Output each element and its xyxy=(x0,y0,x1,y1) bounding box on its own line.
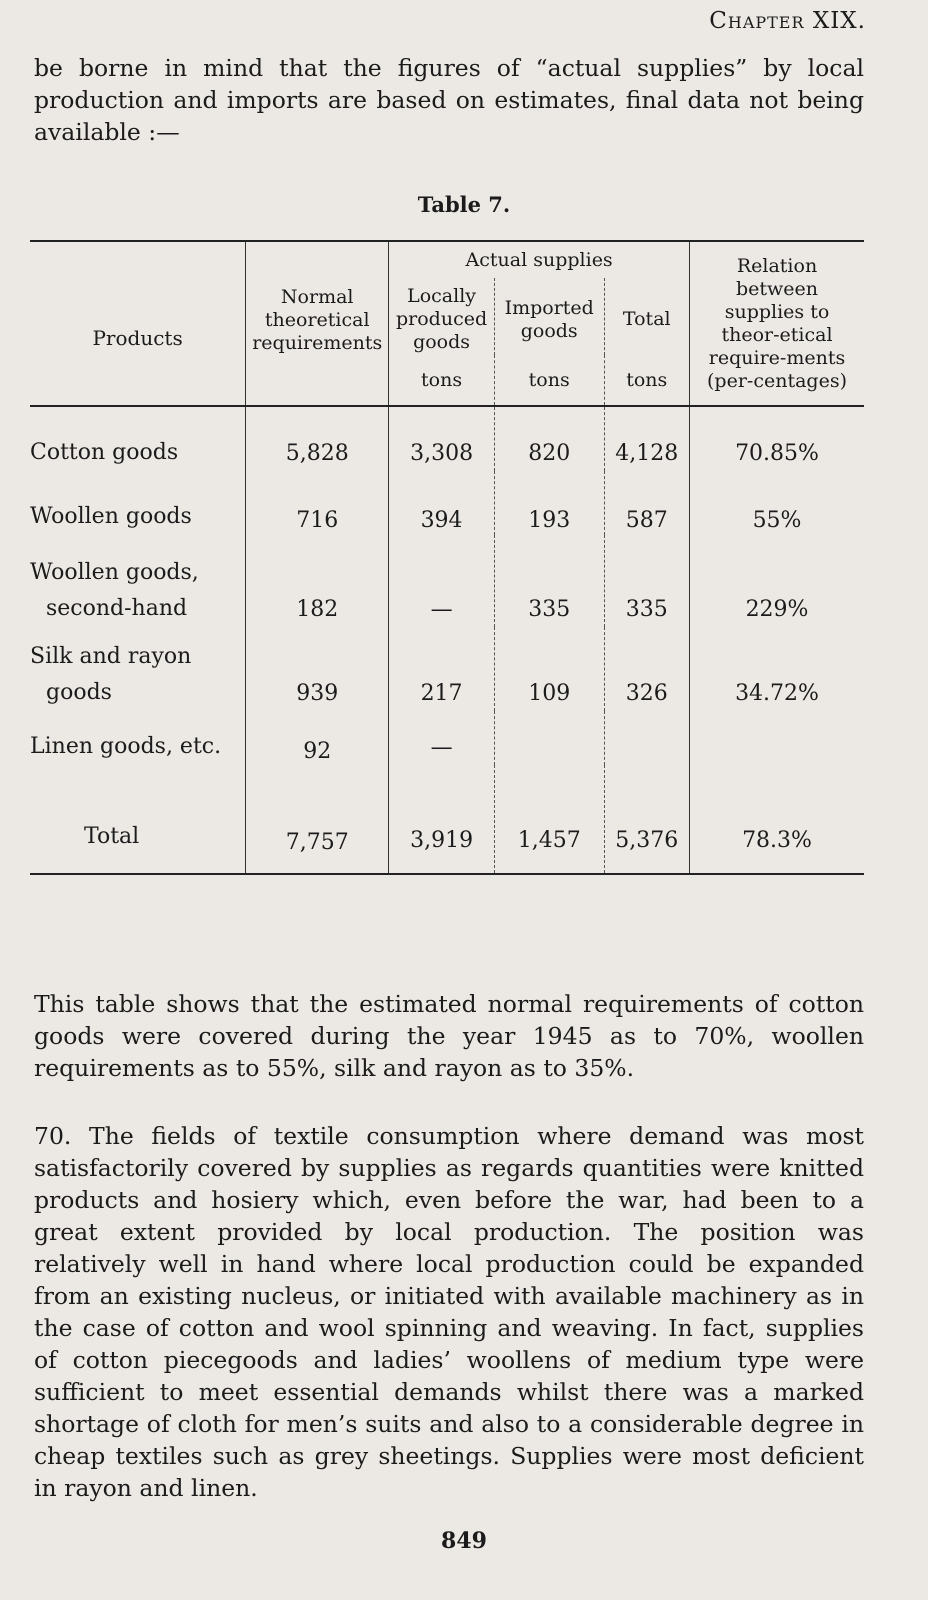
row-label: Woollen goods, second-hand xyxy=(30,560,199,621)
cell-normal: 182 xyxy=(246,535,389,627)
intro-paragraph: be borne in mind that the figures of “actual supplies” by local production and imports are based on estimates, final data not being available :— xyxy=(34,54,864,146)
row-label: Woollen goods xyxy=(30,504,192,529)
cell-imported: 335 xyxy=(494,535,604,627)
table-total-row xyxy=(30,765,864,874)
cell-imported: 820 xyxy=(494,406,604,471)
table-header-row xyxy=(30,241,864,278)
cell-imported xyxy=(494,711,604,765)
supplies-table xyxy=(30,240,864,875)
summary-paragraph: This table shows that the estimated normal requirements of cotton goods were covered during the year 1945 as to 70%, woollen requirements as to 55%, silk and rayon as to 35%. xyxy=(34,990,864,1082)
unit-imported: tons xyxy=(494,355,604,406)
cell-imported: 193 xyxy=(494,471,604,535)
table-row xyxy=(30,627,864,711)
total-total: 5,376 xyxy=(604,765,690,874)
table-row xyxy=(30,711,864,765)
cell-total: 335 xyxy=(604,535,690,627)
col-imported-header: Imported goods xyxy=(494,278,604,355)
cell-normal: 716 xyxy=(246,471,389,535)
cell-local: 394 xyxy=(389,471,495,535)
unit-local: tons xyxy=(389,355,495,406)
col-local-header: Locally produced goods xyxy=(389,278,495,355)
paragraph-70: 70. The fields of textile consumption where demand was most satisfactorily covered by supplies as regards quantities were knitted products and hosiery which, even before the war, had been to a great extent provided by local production. The position was relatively well in hand where local production could be expanded from an existing nucleus, or initiated with available machinery as in the case of cotton and wool spinning and weaving. In fact, supplies of cotton piecegoods and ladies’ woollens of medium type were sufficient to meet essential demands whilst there was a marked shortage of cloth for men’s suits and also to a considerable degree in cheap textiles such as grey sheetings. Supplies were most deficient in rayon and linen. xyxy=(34,1122,864,1502)
cell-total xyxy=(604,711,690,765)
cell-total: 587 xyxy=(604,471,690,535)
cell-relation: 229% xyxy=(690,535,864,627)
cell-imported: 109 xyxy=(494,627,604,711)
cell-total: 326 xyxy=(604,627,690,711)
col-total-header: Total xyxy=(604,278,690,355)
cell-local: — xyxy=(389,535,495,627)
total-local: 3,919 xyxy=(389,765,495,874)
cell-total: 4,128 xyxy=(604,406,690,471)
unit-total: tons xyxy=(604,355,690,406)
chapter-header: Chapter XIX. xyxy=(709,8,866,34)
total-relation: 78.3% xyxy=(690,765,864,874)
total-label: Total xyxy=(84,824,140,849)
cell-normal: 939 xyxy=(246,627,389,711)
row-label: Cotton goods xyxy=(30,440,179,465)
col-actual-header: Actual supplies xyxy=(389,241,690,278)
total-imported: 1,457 xyxy=(494,765,604,874)
col-normal-header: Normal theoretical requirements xyxy=(246,241,389,355)
cell-relation: 34.72% xyxy=(690,627,864,711)
cell-local: 217 xyxy=(389,627,495,711)
cell-relation: 55% xyxy=(690,471,864,535)
col-products-header: Products xyxy=(92,326,183,350)
cell-relation xyxy=(690,711,864,765)
table-row xyxy=(30,471,864,535)
cell-local: — xyxy=(389,711,495,765)
row-label: Linen goods, etc. xyxy=(30,734,222,759)
table-row xyxy=(30,406,864,471)
col-relation-header: Relation between supplies to theor-etical require-ments (per-centages) xyxy=(690,241,864,406)
cell-normal: 92 xyxy=(246,711,389,765)
page-number: 849 xyxy=(441,1528,487,1554)
cell-normal: 5,828 xyxy=(246,406,389,471)
table-row xyxy=(30,535,864,627)
table-caption: Table 7. xyxy=(417,192,511,217)
total-normal: 7,757 xyxy=(246,765,389,874)
cell-relation: 70.85% xyxy=(690,406,864,471)
row-label: Silk and rayon goods xyxy=(30,644,192,705)
cell-local: 3,308 xyxy=(389,406,495,471)
